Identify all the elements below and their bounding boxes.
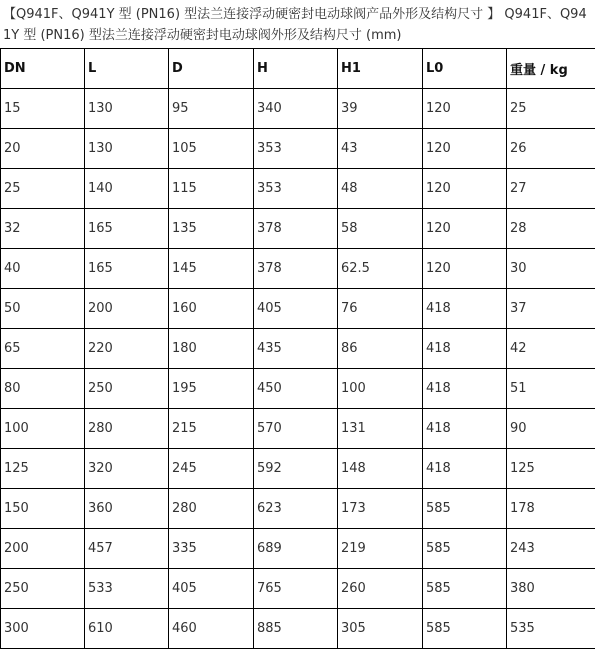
table-row — [1, 129, 595, 169]
table-cell: 160 — [169, 289, 254, 329]
table-row — [1, 289, 595, 329]
table-cell: 535 — [507, 609, 595, 649]
table-cell: 592 — [254, 449, 338, 489]
table-cell: 39 — [338, 89, 423, 129]
table-cell: 32 — [1, 209, 85, 249]
dimension-table — [0, 48, 595, 649]
table-cell: 335 — [169, 529, 254, 569]
table-cell: 418 — [423, 289, 507, 329]
table-cell: 51 — [507, 369, 595, 409]
table-cell: 250 — [85, 369, 169, 409]
table-row — [1, 169, 595, 209]
table-cell: 125 — [507, 449, 595, 489]
table-cell: 623 — [254, 489, 338, 529]
table-cell: 585 — [423, 489, 507, 529]
table-cell: 378 — [254, 209, 338, 249]
table-cell: 178 — [507, 489, 595, 529]
table-cell: 418 — [423, 449, 507, 489]
header-cell-h1: H1 — [338, 49, 423, 89]
table-cell: 689 — [254, 529, 338, 569]
table-cell: 86 — [338, 329, 423, 369]
table-cell: 405 — [254, 289, 338, 329]
table-cell: 320 — [85, 449, 169, 489]
table-cell: 27 — [507, 169, 595, 209]
table-cell: 148 — [338, 449, 423, 489]
table-cell: 165 — [85, 209, 169, 249]
table-cell: 533 — [85, 569, 169, 609]
table-cell: 28 — [507, 209, 595, 249]
table-cell: 37 — [507, 289, 595, 329]
table-cell: 219 — [338, 529, 423, 569]
table-cell: 76 — [338, 289, 423, 329]
table-header-row — [1, 49, 595, 89]
table-cell: 418 — [423, 329, 507, 369]
table-cell: 115 — [169, 169, 254, 209]
table-cell: 243 — [507, 529, 595, 569]
table-cell: 131 — [338, 409, 423, 449]
table-cell: 360 — [85, 489, 169, 529]
table-cell: 250 — [1, 569, 85, 609]
table-cell: 100 — [338, 369, 423, 409]
table-cell: 120 — [423, 129, 507, 169]
table-row — [1, 489, 595, 529]
table-cell: 95 — [169, 89, 254, 129]
table-cell: 405 — [169, 569, 254, 609]
table-cell: 26 — [507, 129, 595, 169]
table-cell: 195 — [169, 369, 254, 409]
table-cell: 585 — [423, 609, 507, 649]
table-cell: 585 — [423, 529, 507, 569]
table-cell: 215 — [169, 409, 254, 449]
header-cell-l: L — [85, 49, 169, 89]
table-cell: 460 — [169, 609, 254, 649]
table-cell: 200 — [85, 289, 169, 329]
table-cell: 457 — [85, 529, 169, 569]
table-cell: 48 — [338, 169, 423, 209]
table-cell: 378 — [254, 249, 338, 289]
table-cell: 450 — [254, 369, 338, 409]
header-cell-weight: 重量 / kg — [507, 49, 595, 89]
table-cell: 435 — [254, 329, 338, 369]
table-cell: 610 — [85, 609, 169, 649]
table-cell: 585 — [423, 569, 507, 609]
table-cell: 380 — [507, 569, 595, 609]
table-cell: 885 — [254, 609, 338, 649]
table-cell: 65 — [1, 329, 85, 369]
table-row — [1, 609, 595, 649]
table-cell: 80 — [1, 369, 85, 409]
table-cell: 140 — [85, 169, 169, 209]
table-cell: 135 — [169, 209, 254, 249]
header-cell-h: H — [254, 49, 338, 89]
table-cell: 418 — [423, 409, 507, 449]
table-cell: 300 — [1, 609, 85, 649]
table-row — [1, 409, 595, 449]
table-row — [1, 369, 595, 409]
header-cell-d: D — [169, 49, 254, 89]
table-cell: 245 — [169, 449, 254, 489]
table-cell: 280 — [85, 409, 169, 449]
table-row — [1, 449, 595, 489]
table-cell: 125 — [1, 449, 85, 489]
table-cell: 25 — [507, 89, 595, 129]
table-cell: 25 — [1, 169, 85, 209]
table-cell: 765 — [254, 569, 338, 609]
table-cell: 42 — [507, 329, 595, 369]
table-cell: 62.5 — [338, 249, 423, 289]
table-cell: 100 — [1, 409, 85, 449]
table-cell: 180 — [169, 329, 254, 369]
table-cell: 58 — [338, 209, 423, 249]
table-cell: 280 — [169, 489, 254, 529]
table-cell: 120 — [423, 89, 507, 129]
table-cell: 130 — [85, 89, 169, 129]
table-row — [1, 529, 595, 569]
table-row — [1, 569, 595, 609]
table-cell: 130 — [85, 129, 169, 169]
table-row — [1, 89, 595, 129]
table-cell: 353 — [254, 169, 338, 209]
header-cell-dn: DN — [1, 49, 85, 89]
table-cell: 165 — [85, 249, 169, 289]
table-cell: 150 — [1, 489, 85, 529]
table-row — [1, 209, 595, 249]
table-cell: 120 — [423, 249, 507, 289]
table-cell: 90 — [507, 409, 595, 449]
table-cell: 260 — [338, 569, 423, 609]
table-cell: 15 — [1, 89, 85, 129]
table-cell: 30 — [507, 249, 595, 289]
table-cell: 353 — [254, 129, 338, 169]
table-cell: 120 — [423, 169, 507, 209]
table-caption: 【Q941F、Q941Y 型 (PN16) 型法兰连接浮动硬密封电动球阀产品外形及结构尺寸 】 Q941F、Q941Y 型 (PN16) 型法兰连接浮动硬密封电动球阀外形及结构尺寸 (mm) — [3, 7, 587, 43]
table-row — [1, 329, 595, 369]
table-cell: 43 — [338, 129, 423, 169]
table-cell: 50 — [1, 289, 85, 329]
table-cell: 145 — [169, 249, 254, 289]
table-row — [1, 249, 595, 289]
table-cell: 173 — [338, 489, 423, 529]
header-cell-l0: L0 — [423, 49, 507, 89]
table-cell: 305 — [338, 609, 423, 649]
table-cell: 40 — [1, 249, 85, 289]
table-cell: 120 — [423, 209, 507, 249]
table-cell: 418 — [423, 369, 507, 409]
table-cell: 340 — [254, 89, 338, 129]
table-cell: 570 — [254, 409, 338, 449]
table-cell: 105 — [169, 129, 254, 169]
table-cell: 200 — [1, 529, 85, 569]
table-cell: 220 — [85, 329, 169, 369]
table-cell: 20 — [1, 129, 85, 169]
